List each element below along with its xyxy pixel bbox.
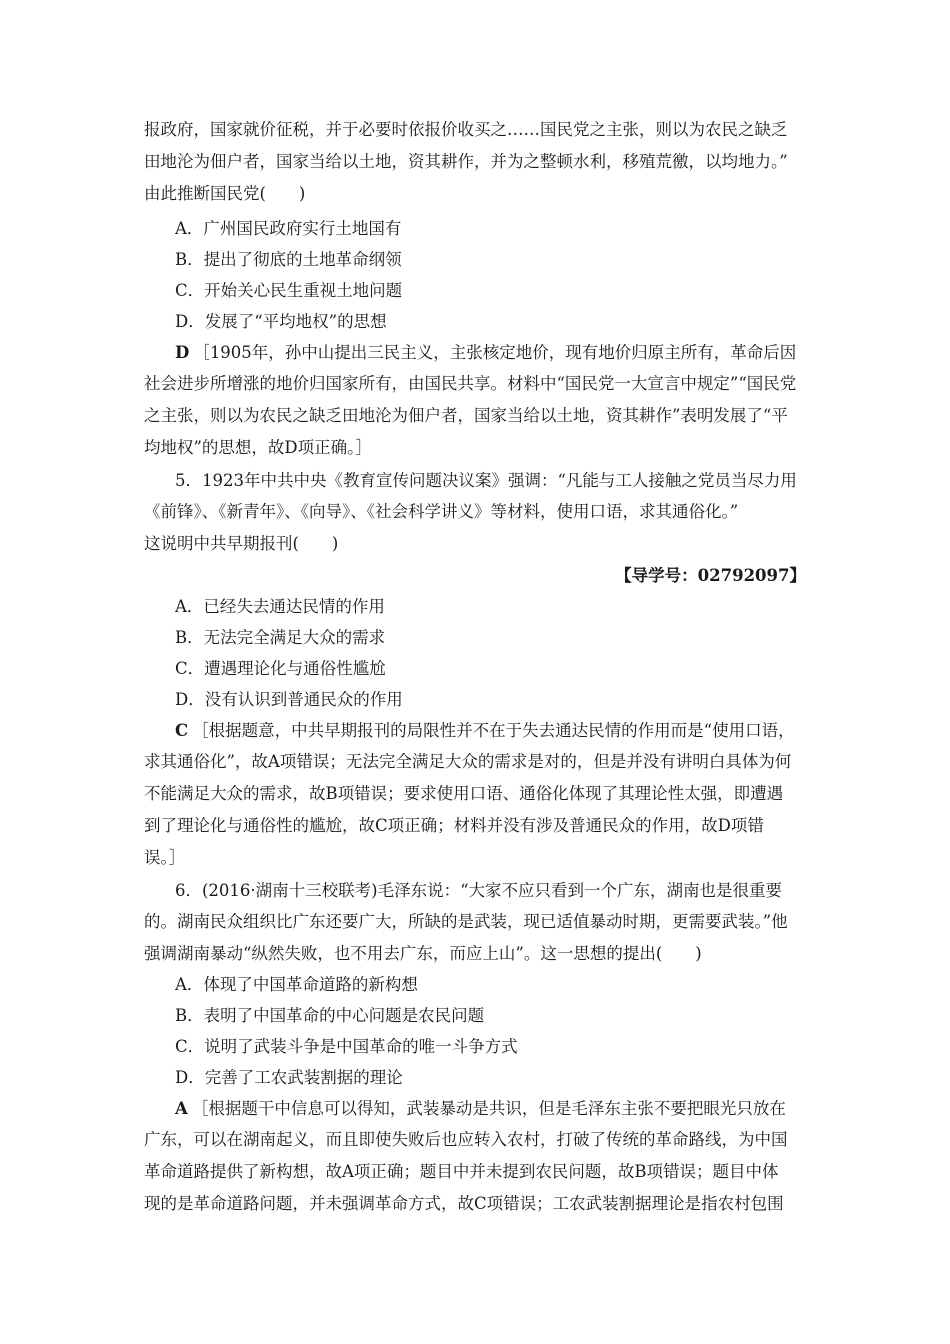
q6-option-d: D．完善了工农武装割据的理论 xyxy=(175,1068,403,1087)
q5-stem-line: 《前锋》、《新青年》、《向导》、《社会科学讲义》等材料，使用口语，求其通俗化。” xyxy=(144,502,739,521)
q5-stem-line: 这说明中共早期报刊( ) xyxy=(144,534,339,553)
q5-option-b: B．无法完全满足大众的需求 xyxy=(175,628,386,647)
q5-stem-line: 5．1923年中共中央《教育宣传问题决议案》强调：“凡能与工人接触之党员当尽力用 xyxy=(175,471,797,490)
q6-option-c: C．说明了武装斗争是中国革命的唯一斗争方式 xyxy=(175,1037,518,1056)
q6-option-b: B．表明了中国革命的中心问题是农民问题 xyxy=(175,1006,485,1025)
q6-option-a: A．体现了中国革命道路的新构想 xyxy=(175,975,418,994)
q6-stem-line: 的。湖南民众组织比广东还要广大，所缺的是武装，现已适值暴动时期，更需要武装。”他 xyxy=(144,912,788,931)
q5-explanation-text: ［根据题意，中共早期报刊的局限性并不在于失去通达民情的作用而是“使用口语， xyxy=(192,721,795,740)
q5-explanation-line: 不能满足大众的需求，故B项错误；要求使用口语、通俗化体现了其理论性太强，即遭遇 xyxy=(144,784,784,803)
q6-explanation-line: 现的是革命道路问题，并未强调革命方式，故C项错误；工农武装割据理论是指农村包围 xyxy=(144,1194,784,1213)
q4-answer-letter: D xyxy=(175,343,190,362)
q5-explanation-line: 误。］ xyxy=(144,848,186,867)
q6-explanation-line: 革命道路提供了新构想，故A项正确；题目中并未提到农民问题，故B项错误；题目中体 xyxy=(144,1162,779,1181)
q6-answer-letter: A xyxy=(175,1099,188,1118)
q4-option-d: D．发展了“平均地权”的思想 xyxy=(175,312,387,331)
q5-option-c: C．遭遇理论化与通俗性尴尬 xyxy=(175,659,386,678)
q4-explanation-line: 社会进步所增涨的地价归国家所有，由国民共享。材料中“国民党一大宣言中规定”“国民党 xyxy=(144,374,797,393)
q4-option-a: A．广州国民政府实行土地国有 xyxy=(175,219,402,238)
q4-explanation-line xyxy=(175,342,806,364)
q4-stem-line: 由此推断国民党( ) xyxy=(144,184,306,203)
q4-option-b: B．提出了彻底的土地革命纲领 xyxy=(175,250,402,269)
q4-explanation-text: ［1905年，孙中山提出三民主义，主张核定地价，现有地价归原主所有，革命后因 xyxy=(193,343,797,362)
q5-explanation-line: 求其通俗化”，故A项错误；无法完全满足大众的需求是对的，但是并没有讲明白具体为何 xyxy=(144,752,792,771)
q4-stem-line: 田地沦为佃户者，国家当给以土地，资其耕作，并为之整顿水利，移殖荒徼，以均地力。” xyxy=(144,152,788,171)
q6-stem-line: 6．(2016·湖南十三校联考)毛泽东说：“大家不应只看到一个广东，湖南也是很重要 xyxy=(175,881,783,900)
q6-explanation-text: ［根据题干中信息可以得知，武装暴动是共识，但是毛泽东主张不要把眼光只放在 xyxy=(191,1099,786,1118)
q5-option-d: D．没有认识到普通民众的作用 xyxy=(175,690,403,709)
q6-explanation-line xyxy=(175,1098,806,1120)
q4-explanation-line: 均地权”的思想，故D项正确。］ xyxy=(144,438,372,457)
q4-option-c: C．开始关心民生重视土地问题 xyxy=(175,281,403,300)
q5-option-a: A．已经失去通达民情的作用 xyxy=(175,597,385,616)
q4-explanation-line: 之主张，则以为农民之缺乏田地沦为佃户者，国家当给以土地，资其耕作”表明发展了“平 xyxy=(144,406,788,425)
q5-answer-letter: C xyxy=(175,721,189,740)
q4-stem-line: 报政府，国家就价征税，并于必要时依报价收买之……国民党之主张，则以为农民之缺乏 xyxy=(144,120,788,139)
q5-explanation-line: 到了理论化与通俗性的尴尬，故C项正确；材料并没有涉及普通民众的作用，故D项错 xyxy=(144,816,764,835)
q5-guide-number: 【导学号：02792097】 xyxy=(615,566,806,585)
q6-stem-line: 强调湖南暴动“纵然失败，也不用去广东，而应上山”。这一思想的提出( ) xyxy=(144,944,702,963)
q6-explanation-line: 广东，可以在湖南起义，而且即使失败后也应转入农村，打破了传统的革命路线，为中国 xyxy=(144,1130,788,1149)
q5-explanation-line xyxy=(175,720,806,742)
